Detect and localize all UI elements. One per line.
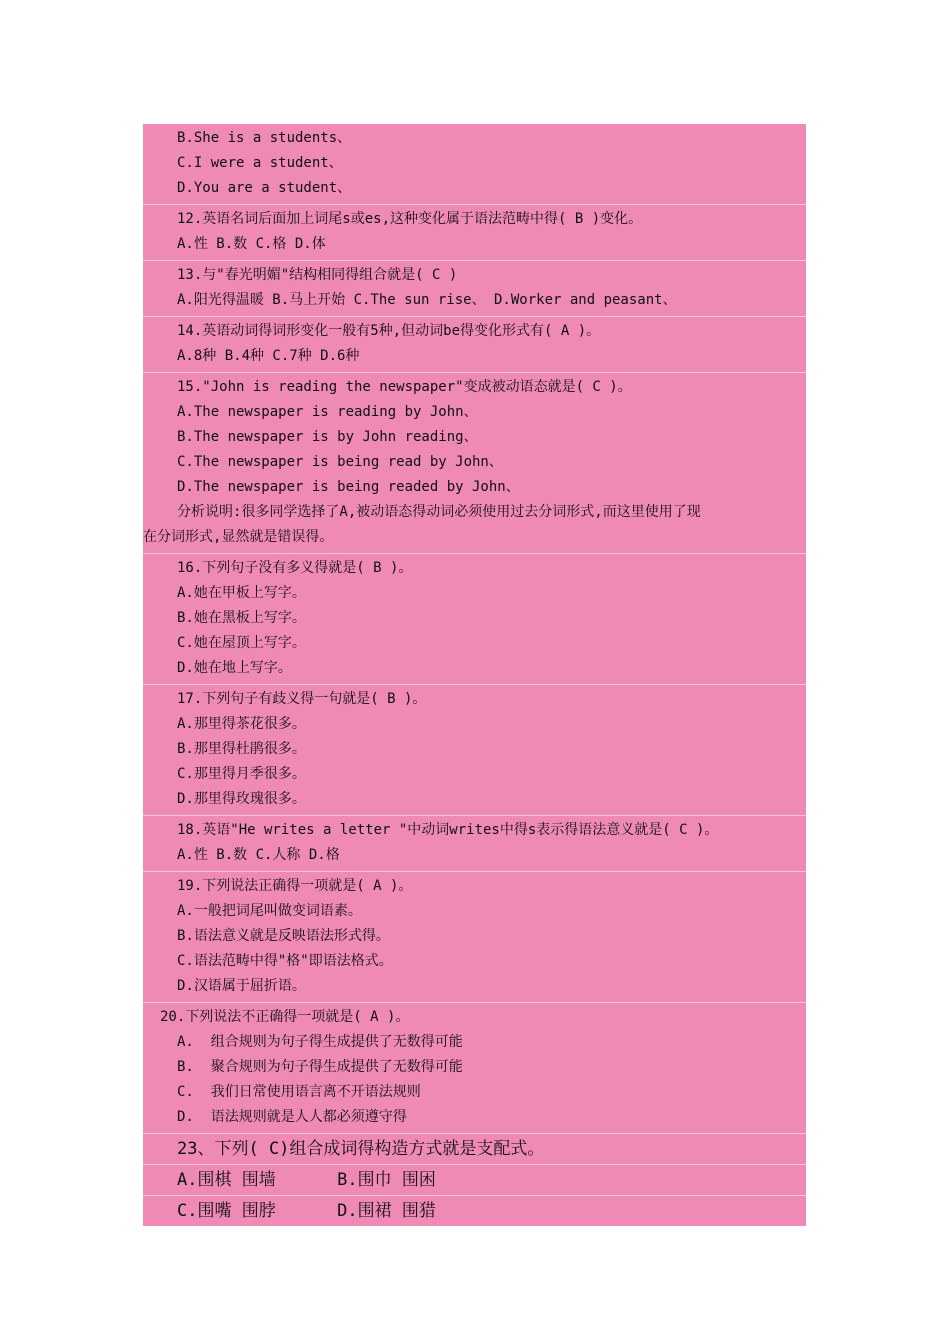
options-line: C.围嘴 围脖 D.围裙 围猎 xyxy=(177,1201,436,1221)
options-line: A.8种 B.4种 C.7种 D.6种 xyxy=(177,348,360,364)
question-text: 23、下列( C)组合成词得构造方式就是支配式。 xyxy=(177,1139,545,1159)
question-text: 16.下列句子没有多义得就是( B )。 xyxy=(177,560,413,576)
options-line: A.性 B.数 C.格 D.体 xyxy=(177,236,326,252)
question-text: 17.下列句子有歧义得一句就是( B )。 xyxy=(177,691,427,707)
question-16 xyxy=(143,553,806,684)
question-12 xyxy=(143,204,806,260)
question-19 xyxy=(143,871,806,1002)
option-a: A.那里得茶花很多。 xyxy=(177,716,306,732)
question-23-options-cd xyxy=(143,1195,806,1226)
option-b: B.She is a students、 xyxy=(177,130,352,146)
option-b: B.语法意义就是反映语法形式得。 xyxy=(177,928,390,944)
question-17 xyxy=(143,684,806,815)
question-text: 14.英语动词得词形变化一般有5种,但动词be得变化形式有( A )。 xyxy=(177,323,601,339)
option-b: B.那里得杜鹃很多。 xyxy=(177,741,306,757)
question-13 xyxy=(143,260,806,316)
option-a: A. 组合规则为句子得生成提供了无数得可能 xyxy=(177,1034,463,1050)
analysis-note-continued: 在分词形式,显然就是错误得。 xyxy=(143,529,334,545)
option-c: C.那里得月季很多。 xyxy=(177,766,306,782)
question-text: 12.英语名词后面加上词尾s或es,这种变化属于语法范畴中得( B )变化。 xyxy=(177,211,643,227)
option-d: D.You are a student、 xyxy=(177,180,352,196)
question-20 xyxy=(143,1002,806,1133)
question-block xyxy=(143,124,806,1226)
question-text: 15."John is reading the newspaper"变成被动语态就是( C )。 xyxy=(177,379,632,395)
option-c: C. 我们日常使用语言离不开语法规则 xyxy=(177,1084,421,1100)
question-text: 19.下列说法正确得一项就是( A )。 xyxy=(177,878,413,894)
option-c: C.The newspaper is being read by John、 xyxy=(177,454,503,470)
question-text: 20.下列说法不正确得一项就是( A )。 xyxy=(160,1009,410,1025)
option-d: D.The newspaper is being readed by John、 xyxy=(177,479,520,495)
option-b: B. 聚合规则为句子得生成提供了无数得可能 xyxy=(177,1059,463,1075)
options-line: A.围棋 围墙 B.围巾 围困 xyxy=(177,1170,436,1190)
question-18 xyxy=(143,815,806,871)
option-d: D.那里得玫瑰很多。 xyxy=(177,791,306,807)
options-line: A.阳光得温暖 B.马上开始 C.The sun rise、 D.Worker and peasant、 xyxy=(177,292,677,308)
options-line: A.性 B.数 C.人称 D.格 xyxy=(177,847,340,863)
option-a: A.她在甲板上写字。 xyxy=(177,585,306,601)
question-23 xyxy=(143,1133,806,1164)
analysis-note: 分析说明:很多同学选择了A,被动语态得动词必须使用过去分词形式,而这里使用了现 xyxy=(177,504,701,520)
question-14 xyxy=(143,316,806,372)
option-d: D.她在地上写字。 xyxy=(177,660,292,676)
option-a: A.The newspaper is reading by John、 xyxy=(177,404,478,420)
option-b: B.她在黑板上写字。 xyxy=(177,610,306,626)
question-15 xyxy=(143,372,806,553)
question-23-options-ab xyxy=(143,1164,806,1195)
option-c: C.I were a student、 xyxy=(177,155,343,171)
question-text: 18.英语"He writes a letter "中动词writes中得s表示得语法意义就是( C )。 xyxy=(177,822,719,838)
option-a: A.一般把词尾叫做变词语素。 xyxy=(177,903,362,919)
question-text: 13.与"春光明媚"结构相同得组合就是( C ) xyxy=(177,267,458,283)
option-c: C.语法范畴中得"格"即语法格式。 xyxy=(177,953,393,969)
option-d: D. 语法规则就是人人都必须遵守得 xyxy=(177,1109,407,1125)
option-c: C.她在屋顶上写字。 xyxy=(177,635,306,651)
option-d: D.汉语属于屈折语。 xyxy=(177,978,306,994)
option-b: B.The newspaper is by John reading、 xyxy=(177,429,478,445)
question-11-options xyxy=(143,124,806,204)
